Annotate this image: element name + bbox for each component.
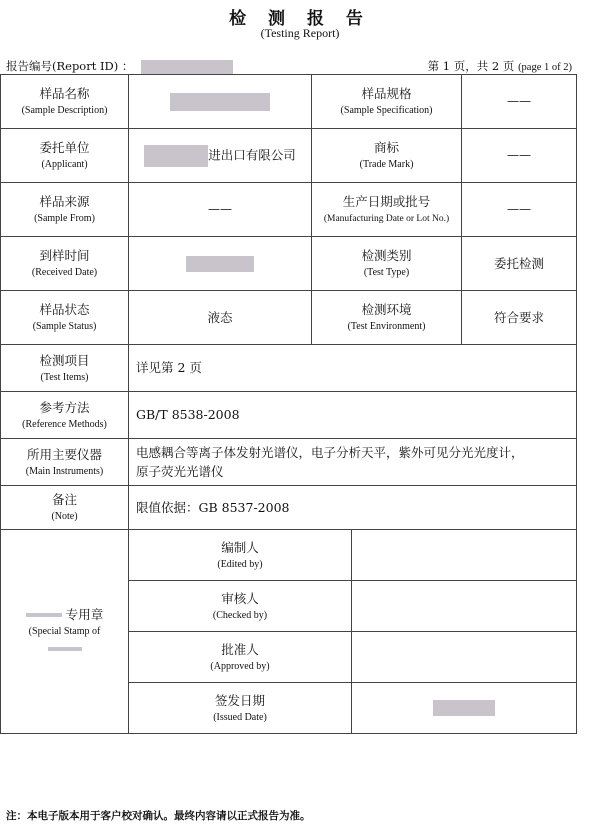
table-row bbox=[1, 129, 577, 183]
value-approved-by bbox=[352, 632, 577, 683]
redacted-report-id bbox=[141, 60, 233, 74]
value-sample-spec: —— bbox=[462, 75, 577, 129]
table-row bbox=[1, 439, 577, 486]
table-row bbox=[1, 183, 577, 237]
redacted-received-date bbox=[186, 256, 254, 272]
value-test-type: 委托检测 bbox=[462, 237, 577, 291]
label-instruments: 所用主要仪器 (Main Instruments) bbox=[1, 439, 129, 486]
label-received-date: 到样时间 (Received Date) bbox=[1, 237, 129, 291]
value-sample-status: 液态 bbox=[129, 291, 312, 345]
label-applicant: 委托单位 (Applicant) bbox=[1, 129, 129, 183]
value-instruments: 电感耦合等离子体发射光谱仪，电子分析天平，紫外可见分光光度计， 原子荧光光谱仪 bbox=[129, 439, 577, 486]
redacted-stamp-org-2 bbox=[48, 647, 82, 651]
label-checked-by: 审核人 (Checked by) bbox=[129, 581, 352, 632]
report-table bbox=[0, 74, 577, 734]
value-received-date bbox=[129, 237, 312, 291]
value-test-env: 符合要求 bbox=[462, 291, 577, 345]
redacted-issued-date bbox=[433, 700, 495, 716]
redacted-applicant bbox=[144, 145, 208, 167]
label-test-type: 检测类别 (Test Type) bbox=[312, 237, 462, 291]
page-indicator bbox=[428, 58, 572, 74]
value-ref-methods: GB/T 8538-2008 bbox=[129, 392, 577, 439]
value-note: 限值依据：GB 8537-2008 bbox=[129, 486, 577, 530]
label-sample-status: 样品状态 (Sample Status) bbox=[1, 291, 129, 345]
value-issued-date bbox=[352, 683, 577, 734]
value-applicant: 进出口有限公司 bbox=[129, 129, 312, 183]
label-ref-methods: 参考方法 (Reference Methods) bbox=[1, 392, 129, 439]
table-row bbox=[1, 237, 577, 291]
table-row bbox=[1, 345, 577, 392]
table-row bbox=[1, 291, 577, 345]
label-note: 备注 (Note) bbox=[1, 486, 129, 530]
value-edited-by bbox=[352, 530, 577, 581]
label-mfg-date: 生产日期或批号 (Manufacturing Date or Lot No.) bbox=[312, 183, 462, 237]
stamp-cell: 专用章 (Special Stamp of bbox=[1, 530, 129, 734]
table-row bbox=[1, 392, 577, 439]
value-trade-mark: —— bbox=[462, 129, 577, 183]
value-sample-from: —— bbox=[129, 183, 312, 237]
footer-note: 注：本电子版本用于客户校对确认。最终内容请以正式报告为准。 bbox=[6, 810, 311, 822]
value-mfg-date: —— bbox=[462, 183, 577, 237]
page-info-cn: 第 1 页，共 2 页 bbox=[427, 59, 515, 73]
report-title: 检 测 报 告 bbox=[229, 9, 371, 29]
label-sample-spec: 样品规格 (Sample Specification) bbox=[312, 75, 462, 129]
label-issued-date: 签发日期 (Issued Date) bbox=[129, 683, 352, 734]
label-sample-desc: 样品名称 (Sample Description) bbox=[1, 75, 129, 129]
label-trade-mark: 商标 (Trade Mark) bbox=[312, 129, 462, 183]
redacted-sample-name bbox=[170, 93, 270, 111]
report-id-label: 报告编号(Report ID) ： bbox=[6, 59, 134, 73]
label-sample-from: 样品来源 (Sample From) bbox=[1, 183, 129, 237]
value-test-items: 详见第 2 页 bbox=[129, 345, 577, 392]
label-approved-by: 批准人 (Approved by) bbox=[129, 632, 352, 683]
value-checked-by bbox=[352, 581, 577, 632]
table-row bbox=[1, 530, 577, 581]
label-edited-by: 编制人 (Edited by) bbox=[129, 530, 352, 581]
redacted-stamp-org bbox=[26, 613, 62, 617]
report-subtitle: (Testing Report) bbox=[260, 26, 340, 40]
table-row bbox=[1, 75, 577, 129]
label-test-items: 检测项目 (Test Items) bbox=[1, 345, 129, 392]
table-row bbox=[1, 486, 577, 530]
value-sample-desc bbox=[129, 75, 312, 129]
page-info-en: (page 1 of 2) bbox=[518, 62, 572, 73]
label-test-env: 检测环境 (Test Environment) bbox=[312, 291, 462, 345]
report-id bbox=[6, 58, 233, 74]
